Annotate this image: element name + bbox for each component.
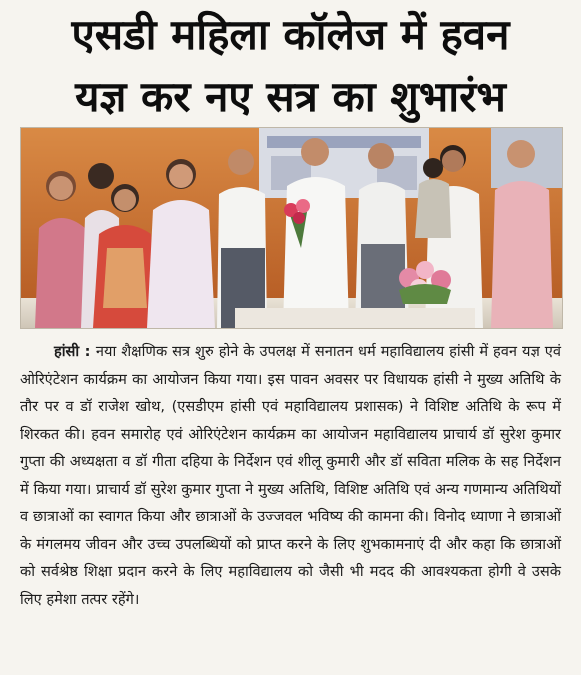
dateline: हांसी: [54, 343, 80, 360]
news-photo: [20, 127, 563, 329]
dateline-separator: :: [79, 343, 96, 360]
banner-strip: [267, 136, 421, 148]
article-text: नया शैक्षणिक सत्र शुरु होने के उपलक्ष में सनातन धर्म महाविद्यालय हांसी में हवन यज्ञ एवं ओरिएंटेशन कार्यक्रम का आयोजन किया गया। इस पावन अवसर पर विधायक हांसी ने मुख्य अतिथि के तौर पर व डॉ राजेश खोथ, (एसडीएम हांसी एवं महाविद्यालय प्रशासक) ने विशिष्ट अतिथि के रूप में शिरकत की। हवन समारोह एवं ओरिएंटेशन कार्यक्रम का आयोजन महाविद्यालय प्राचार्य डॉ सुरेश कुमार गुप्ता की अध्यक्षता व डॉ गीता दहिया के निर्देशन एवं शीलू कुमारी और डॉ सविता मलिक के सह निर्देशन में किया गया। प्राचार्य डॉ सुरेश कुमार गुप्ता ने मुख्य अतिथि, विशिष्ट अतिथि एवं अन्य गणमान्य अतिथियों व छात्राओं का स्वागत किया और छात्राओं के उज्जवल भविष्य की कामना की। विनोद ध्याणा ने छात्राओं के मंगलमय जीवन और उच्च उपलब्धियों को प्राप्त करने के लिए शुभकामनाएं दी और कहा कि छात्राओं को सर्वश्रेष्ठ शिक्षा प्रदान करने के लिए महाविद्यालय को जैसी भी मदद की आवश्यकता होगी वे उसके लिए हमेशा तत्पर रहेंगे।: [20, 343, 561, 608]
article-body: [20, 338, 561, 613]
headline-line-2: यज्ञ कर नए सत्र का शुभारंभ: [75, 72, 506, 121]
photo-illustration: [21, 128, 562, 328]
headline-line-1: एसडी महिला कॉलेज में हवन: [71, 10, 510, 59]
headline: [0, 4, 581, 128]
table: [235, 308, 475, 328]
